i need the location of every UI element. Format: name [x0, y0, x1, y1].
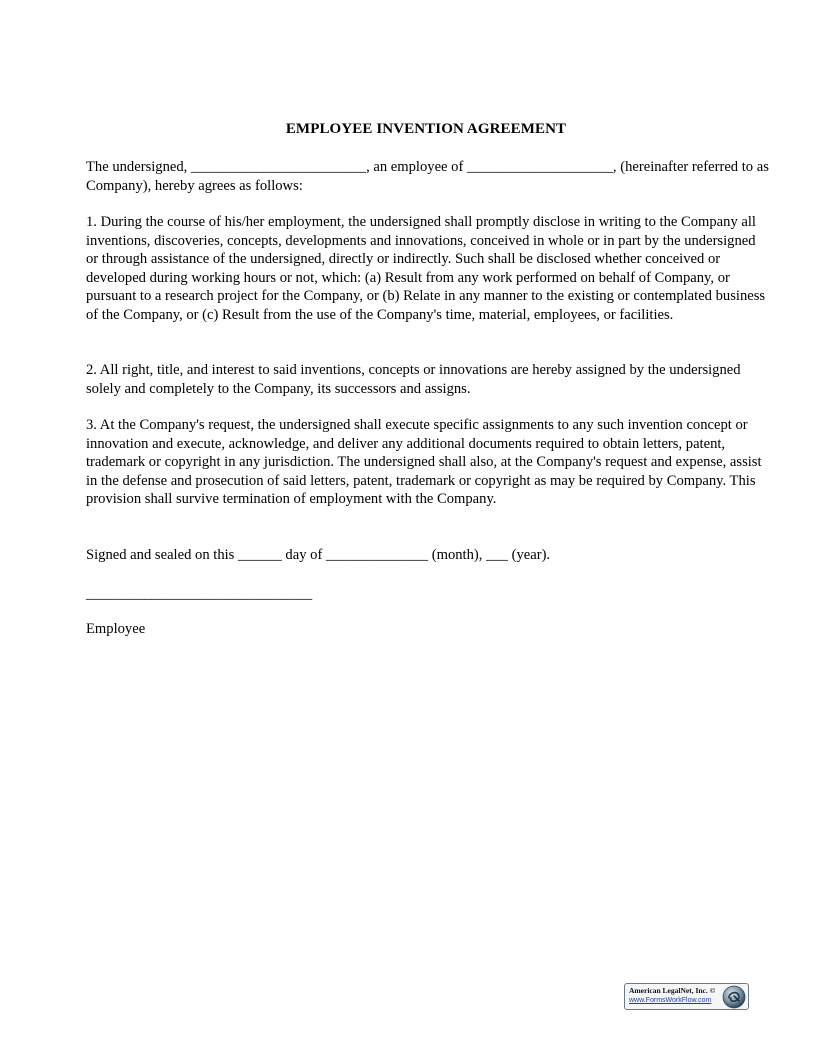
paragraph-3: 3. At the Company's request, the undersigned shall execute specific assignments to any such invention concept or innovation and execute, acknowledge, and deliver any additional documents required to obtain letters, patent, trademark or copyright in any jurisdiction. The undersigned shall also, at the Company's request and expense, assist in the defense and prosecution of said letters, patent, trademark or copyright as may be required by Company. This provision shall survive termination of employment with the Company. [86, 417, 762, 508]
paragraph-1: 1. During the course of his/her employment, the undersigned shall promptly disclose in writing to the Company all inventions, discoveries, concepts, developments and innovations, conceived in whole or in part by the undersigned or through assistance of the undersigned, directly or indirectly. Such shall be disclosed whether conceived or developed during working hours or not, which: (a) Result from any work performed on behalf of Company, or pursuant to a research project for the Company, or (b) Relate in any manner to the existing or contemplated business of the Company, or (c) Result from the use of the Company's time, material, employees, or facilities. [86, 214, 766, 323]
footer-logo[interactable] [624, 983, 749, 1010]
signed-sealed-line: Signed and sealed on this ______ day of ______________ (month), ___ (year). [86, 547, 551, 563]
logo-company-name: American LegalNet, Inc. © [629, 986, 716, 995]
globe-icon [722, 985, 746, 1009]
paragraph-2: 2. All right, title, and interest to said inventions, concepts or innovations are hereby assigned by the undersigned solely and completely to the Company, its successors and assigns. [86, 362, 741, 397]
signature-label: Employee [86, 621, 146, 637]
signature-line: _______________________________ [86, 586, 313, 602]
intro-paragraph: The undersigned, ________________________, an employee of ____________________, (hereinafter referred to as Company), hereby agrees as follows: [86, 159, 769, 194]
document-title: EMPLOYEE INVENTION AGREEMENT [285, 121, 567, 137]
logo-website-link[interactable]: www.FormsWorkFlow.com [629, 997, 712, 1004]
